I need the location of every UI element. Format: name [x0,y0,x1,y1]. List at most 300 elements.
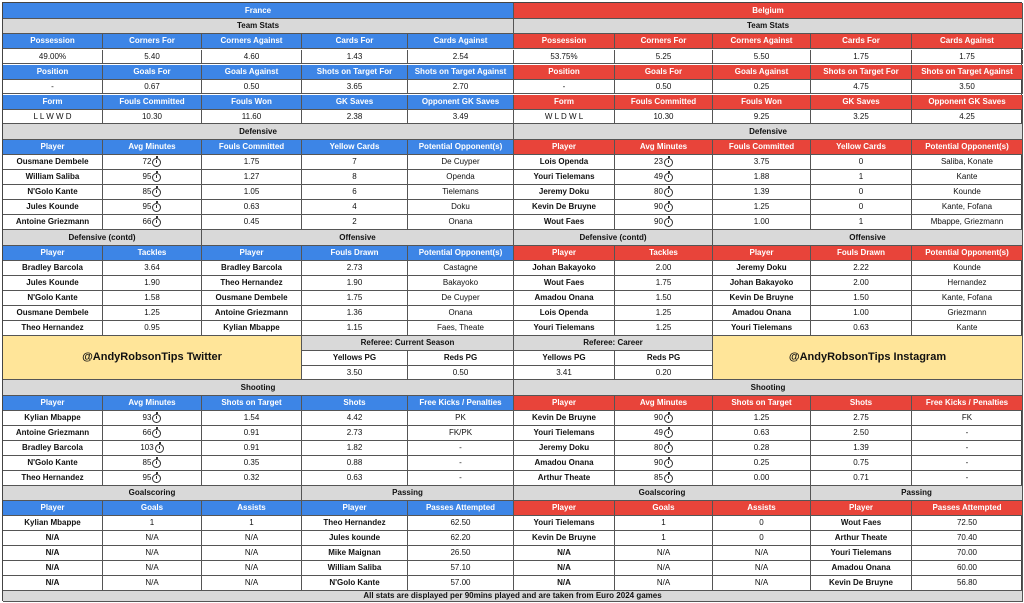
belgium-defensive-cell [811,200,912,215]
belgium-defensive-cell [615,200,713,215]
france-offensive-title [202,230,514,246]
player-name [811,576,912,591]
player-name-text: Jules Kounde [26,202,79,211]
player-name-text: Theo Hernandez [21,473,84,482]
player-name [713,306,811,321]
player-name [3,576,103,591]
player-name [3,306,103,321]
france-tackles-cell-text: 1.25 [144,308,160,317]
belgium-team-stats-title [514,19,1023,34]
france-defensive-cell-text: 95 [142,172,152,181]
france-offensive-cell-text: Bakayoko [442,278,479,287]
belgium-defensive-cell-text: Kante, Fofana [941,202,993,211]
player-name-text: Kevin De Bruyne [531,413,597,422]
france-goalscoring-cell [103,516,202,531]
belgium-passing-cell [912,516,1023,531]
france-goalscoring-head-text: Goals [140,503,164,512]
belgium-stat-head-text: Corners For [640,36,687,45]
stopwatch-icon [155,444,164,453]
player-name [202,306,302,321]
france-defensive-cell-text: 4 [352,202,357,211]
france-stat-value-text: - [51,81,54,91]
belgium-shooting-head [713,396,811,411]
belgium-team-header-text: Belgium [752,5,784,15]
belgium-offensive-cell [811,261,912,276]
belgium-defensive-cell-text: Kounde [953,187,981,196]
belgium-shooting-head-text: Free Kicks / Penalties [925,398,1009,407]
france-passing-title [302,486,514,501]
player-name-text: Bradley Barcola [22,263,83,272]
belgium-shooting-head [514,396,615,411]
france-tackles-cell [103,276,202,291]
france-stat-value [3,110,103,124]
player-name-text: Kylian Mbappe [24,413,81,422]
belgium-offensive-head-text: Player [749,248,774,257]
player-name-text: Kylian Mbappe [223,323,280,332]
belgium-shooting-cell [713,411,811,426]
france-goalscoring-head [202,501,302,516]
belgium-defensive-head [912,140,1023,155]
belgium-goalscoring-cell [713,531,811,546]
france-passing-cell [408,516,514,531]
belgium-tackles-cell-text: 2.00 [655,263,672,272]
belgium-shooting-cell [811,441,912,456]
player-name-text: N'Golo Kante [27,458,78,467]
belgium-shooting-cell-text: 90 [654,413,663,422]
player-name-text: Wout Faes [543,217,585,226]
belgium-stat-head [615,65,713,80]
france-stat-value-text: 2.54 [452,51,469,61]
france-stat-head-text: Possession [30,36,75,45]
belgium-tackles-cell [615,321,713,336]
belgium-offensive-cell-text: 1.50 [853,293,869,302]
france-team-header [3,3,514,19]
france-defensive-cell [103,215,202,230]
player-name [514,276,615,291]
referee-current-head [302,351,408,366]
belgium-stat-value [811,110,912,124]
belgium-shooting-cell [615,426,713,441]
france-stat-value [103,80,202,94]
france-shooting-cell [408,411,514,426]
france-stat-value [3,50,103,64]
france-shooting-cell [302,426,408,441]
belgium-stat-head [514,65,615,80]
player-name [3,561,103,576]
belgium-stat-head [912,34,1023,49]
france-stat-head-text: Goals Against [224,67,279,76]
belgium-goalscoring-cell [713,516,811,531]
belgium-defensive-cell [615,215,713,230]
belgium-defensive-title-text: Defensive [749,126,787,136]
belgium-shooting-cell-text: 49 [654,428,663,437]
france-def-contd-title [3,230,202,246]
player-name [811,561,912,576]
player-name-text: Amadou Onana [831,563,891,572]
belgium-defensive-head-text: Fouls Committed [728,142,795,151]
france-stat-value [103,110,202,124]
belgium-stat-head-text: Fouls Committed [630,97,697,106]
stopwatch-icon [664,188,673,197]
belgium-offensive-cell [811,321,912,336]
france-goalscoring-cell-text: N/A [145,533,159,542]
player-name [202,291,302,306]
france-tackles-cell-text: 0.95 [144,323,160,332]
belgium-goalscoring-cell [713,561,811,576]
belgium-shooting-cell [912,471,1023,486]
stopwatch-icon [664,173,673,182]
france-offensive-cell [408,321,514,336]
belgium-defensive-cell-text: 90 [654,217,663,226]
france-shooting-cell-text: 93 [142,413,152,422]
stopwatch-icon [664,429,673,438]
referee-current-head-text: Yellows PG [332,353,377,362]
france-offensive-cell [302,306,408,321]
player-name [811,531,912,546]
stopwatch-icon [152,158,161,167]
belgium-defensive-cell [811,155,912,170]
belgium-goalscoring-head [713,501,811,516]
france-shooting-cell [408,441,514,456]
france-defensive-cell [103,155,202,170]
referee-current-title-text: Referee: Current Season [360,338,455,347]
belgium-def-contd-title-text: Defensive (contd) [579,232,647,242]
france-offensive-cell [302,321,408,336]
france-defensive-head-text: Avg Minutes [128,142,176,151]
france-shooting-head-text: Shots [343,398,366,407]
france-defensive-cell [408,155,514,170]
france-shooting-cell-text: - [459,458,462,467]
player-name-text: Antoine Griezmann [214,308,289,317]
france-stat-head-text: Shots on Target For [316,67,393,76]
player-name-text: N/A [557,563,571,572]
france-stat-value-text: 5.40 [144,51,160,61]
player-name-text: N'Golo Kante [329,578,380,587]
belgium-stat-head-text: Possession [541,36,587,45]
belgium-stat-head-text: Goals Against [734,67,789,76]
france-defensive-cell [202,185,302,200]
france-defensive-cell [408,200,514,215]
france-shooting-cell [302,456,408,471]
player-name-text: Lois Openda [539,157,589,166]
belgium-stat-value-text: 4.25 [959,111,975,121]
france-stat-value [202,110,302,124]
player-name-text: Ousmane Dembele [16,157,89,166]
player-name [514,411,615,426]
france-defensive-head-text: Potential Opponent(s) [418,142,503,151]
france-shooting-head [302,396,408,411]
player-name-text: Johan Bakayoko [532,263,596,272]
belgium-shooting-cell-text: - [965,458,969,467]
france-offensive-cell [302,276,408,291]
belgium-shooting-cell-text: 0.71 [853,473,869,482]
belgium-passing-cell [912,561,1023,576]
player-name-text: Kylian Mbappe [24,518,81,527]
belgium-def-contd-head [615,246,713,261]
france-stat-head-text: Corners Against [220,36,283,45]
france-passing-cell [408,546,514,561]
belgium-defensive-cell [811,215,912,230]
france-team-header-text: France [244,5,272,15]
france-defensive-cell [302,185,408,200]
belgium-shooting-head-text: Shots [849,398,873,407]
france-tackles-cell [103,261,202,276]
france-defensive-cell-text: 1.05 [243,187,260,196]
france-stat-head-text: Fouls Committed [119,97,185,106]
france-passing-head [302,501,408,516]
instagram-promo [713,336,1023,380]
player-name [3,426,103,441]
france-defensive-cell-text: 1.75 [243,157,260,166]
france-stat-head-text: Fouls Won [231,97,272,106]
belgium-defensive-head [811,140,912,155]
belgium-shooting-cell-text: FK [961,413,973,422]
player-name-text: Amadou Onana [731,308,792,317]
belgium-defensive-cell [912,215,1023,230]
belgium-shooting-head-text: Player [551,398,577,407]
belgium-stat-value [811,50,912,64]
belgium-defensive-cell-text: 90 [654,202,663,211]
belgium-stat-value-text: 1.75 [853,51,869,61]
player-name [3,471,103,486]
belgium-stat-head-text: GK Saves [842,97,880,106]
france-defensive-cell-text: 85 [142,187,152,196]
belgium-goalscoring-cell-text: N/A [656,578,671,587]
stopwatch-icon [664,459,673,468]
belgium-shooting-head-text: Shots on Target [731,398,792,407]
france-stat-value [103,50,202,64]
player-name [3,546,103,561]
belgium-shooting-cell-text: 0.28 [753,443,770,452]
player-name [3,321,103,336]
france-offensive-head [302,246,408,261]
belgium-stat-value [615,110,713,124]
referee-career-value [514,366,615,380]
belgium-stat-value [912,110,1023,124]
belgium-defensive-head-text: Avg Minutes [639,142,688,151]
france-offensive-head-text: Player [239,248,264,257]
france-shooting-cell-text: 0.63 [346,473,363,482]
belgium-shooting-head [811,396,912,411]
france-defensive-cell-text: 6 [352,187,357,196]
belgium-shooting-cell-text: - [965,443,969,452]
belgium-shooting-cell [811,456,912,471]
belgium-shooting-cell [912,426,1023,441]
player-name-text: Youri Tielemans [533,172,595,181]
belgium-goalscoring-head [514,501,615,516]
belgium-defensive-cell [615,155,713,170]
belgium-defensive-cell-text: Saliba, Konate [940,157,994,166]
belgium-passing-cell-text: 70.00 [956,548,978,557]
player-name [713,291,811,306]
referee-current-value [302,366,408,380]
player-name [811,516,912,531]
belgium-stat-head-text: Goals For [644,67,683,76]
player-name-text: Kevin De Bruyne [729,293,794,302]
france-defensive-head [408,140,514,155]
belgium-defensive-head-text: Yellow Cards [836,142,886,151]
france-stat-head [103,65,202,80]
france-defensive-cell [408,215,514,230]
belgium-goalscoring-cell-text: 0 [759,533,764,542]
france-goalscoring-head [3,501,103,516]
france-shooting-head-text: Avg Minutes [128,398,176,407]
belgium-goalscoring-cell [615,576,713,591]
belgium-stat-value [713,110,811,124]
france-shooting-cell-text: - [459,473,462,482]
belgium-offensive-head-text: Fouls Drawn [836,248,885,257]
referee-career-title [514,336,713,351]
belgium-stat-head [514,34,615,49]
stopwatch-icon [152,429,161,438]
france-shooting-cell [103,441,202,456]
belgium-stat-head [811,95,912,110]
belgium-defensive-cell-text: 1.00 [753,217,770,226]
france-tackles-cell [103,306,202,321]
france-defensive-head [3,140,103,155]
france-stat-head [408,34,514,49]
player-name [514,531,615,546]
france-def-contd-head [103,246,202,261]
france-offensive-cell [302,291,408,306]
belgium-tackles-cell [615,306,713,321]
player-name-text: William Saliba [327,563,382,572]
belgium-defensive-cell [713,170,811,185]
france-shooting-cell [103,471,202,486]
player-name [302,516,408,531]
belgium-stat-value-text: 5.25 [655,51,672,61]
belgium-stat-head [811,65,912,80]
stopwatch-icon [152,474,161,483]
belgium-offensive-cell-text: 2.22 [853,263,869,272]
france-defensive-cell [103,170,202,185]
belgium-passing-cell [912,576,1023,591]
belgium-stat-value [912,50,1023,64]
player-name [302,546,408,561]
france-stat-value [3,80,103,94]
player-name [514,155,615,170]
france-goalscoring-head [103,501,202,516]
player-name-text: Jeremy Doku [538,443,590,452]
belgium-shooting-title [514,380,1023,396]
player-name-text: Johan Bakayoko [729,278,794,287]
france-passing-cell [408,576,514,591]
france-passing-cell-text: 62.20 [450,533,471,542]
referee-career-value [615,366,713,380]
belgium-tackles-cell-text: 1.25 [655,308,672,317]
france-offensive-cell [408,276,514,291]
france-tackles-cell-text: 1.58 [144,293,160,302]
france-goalscoring-cell-text: N/A [145,548,159,557]
belgium-offensive-cell [811,291,912,306]
belgium-defensive-cell-text: 1 [858,172,864,181]
france-tackles-cell-text: 1.90 [144,278,160,287]
france-def-contd-head [3,246,103,261]
belgium-offensive-cell-text: Griezmann [947,308,987,317]
belgium-defensive-cell [615,185,713,200]
instagram-promo-text: @AndyRobsonTips Instagram [788,351,947,363]
belgium-stat-value-text: 10.30 [653,111,674,121]
france-passing-head-text: Passes Attempted [425,503,496,512]
belgium-offensive-head [912,246,1023,261]
belgium-stat-value [514,110,615,124]
france-passing-head [408,501,514,516]
france-shooting-cell [302,411,408,426]
player-name [3,531,103,546]
player-name [514,306,615,321]
france-goalscoring-cell-text: N/A [244,578,259,587]
france-shooting-cell-text: PK [455,413,466,422]
player-name-text: Kevin De Bruyne [828,578,894,587]
player-name [514,185,615,200]
belgium-defensive-cell-text: 1.39 [753,187,770,196]
player-name-text: N/A [45,578,60,587]
france-shooting-cell-text: 1.82 [346,443,363,452]
france-stat-head-text: Cards Against [433,36,488,45]
belgium-offensive-cell [811,276,912,291]
referee-career-head-text: Yellows PG [542,353,586,362]
france-shooting-cell-text: 66 [142,428,152,437]
belgium-shooting-cell-text: 0.75 [853,458,869,467]
belgium-defensive-cell [912,200,1023,215]
france-stat-value-text: 49.00% [38,51,67,61]
player-name-text: N'Golo Kante [27,187,78,196]
player-name [3,276,103,291]
player-name-text: Theo Hernandez [220,278,283,287]
france-stat-value [202,80,302,94]
belgium-def-contd-head [514,246,615,261]
belgium-offensive-cell [912,306,1023,321]
belgium-shooting-cell [912,441,1023,456]
player-name-text: Jeremy Doku [538,187,590,196]
france-defensive-cell [103,200,202,215]
player-name [3,456,103,471]
belgium-offensive-cell [912,261,1023,276]
player-name [514,576,615,591]
belgium-goalscoring-head-text: Assists [747,503,776,512]
belgium-shooting-cell [811,411,912,426]
belgium-defensive-head [514,140,615,155]
france-stat-value-text: 0.67 [144,81,160,91]
belgium-stat-value [912,80,1023,94]
france-goalscoring-title-text: Goalscoring [128,488,176,497]
belgium-offensive-title [713,230,1023,246]
belgium-stat-value [713,80,811,94]
player-name-text: Youri Tielemans [730,323,793,332]
referee-career-value-text: 3.41 [556,367,572,377]
player-name-text: Youri Tielemans [533,428,595,437]
france-passing-head-text: Player [342,503,367,512]
belgium-goalscoring-head-text: Player [551,503,577,512]
belgium-stat-value-text: W L D W L [544,111,584,121]
belgium-passing-head-text: Player [848,503,874,512]
france-shooting-cell [103,426,202,441]
belgium-stat-head-text: Cards Against [940,36,994,45]
france-def-contd-head-text: Tackles [137,248,167,257]
player-name [302,531,408,546]
belgium-defensive-cell [713,215,811,230]
france-stat-head [408,65,514,80]
france-stat-value-text: 2.70 [452,81,469,91]
france-stat-value-text: 11.60 [241,111,262,121]
france-stat-value [302,80,408,94]
player-name-text: Theo Hernandez [323,518,386,527]
belgium-goalscoring-cell [615,561,713,576]
player-name-text: William Saliba [25,172,80,181]
player-name-text: Bradley Barcola [221,263,282,272]
belgium-shooting-head [912,396,1023,411]
france-shooting-head [3,396,103,411]
